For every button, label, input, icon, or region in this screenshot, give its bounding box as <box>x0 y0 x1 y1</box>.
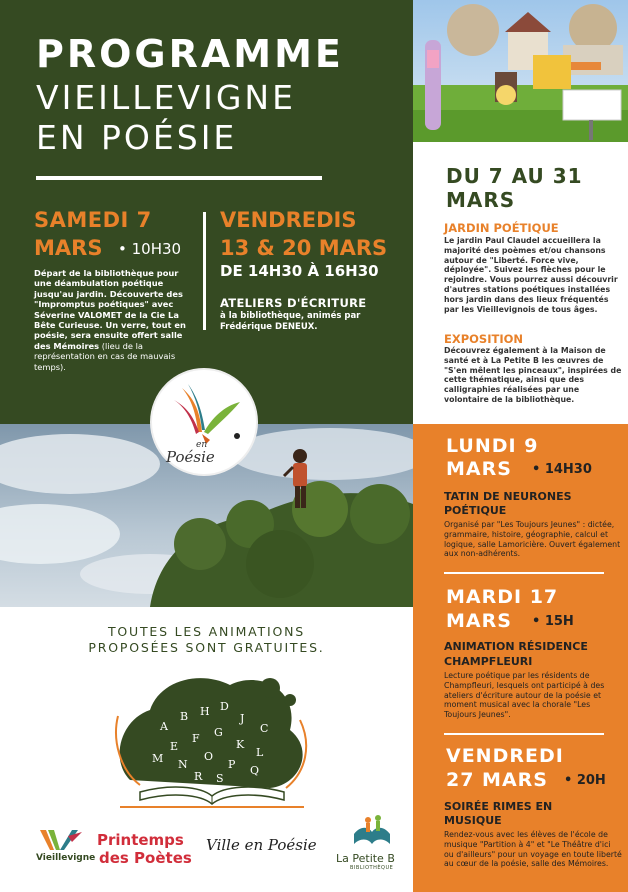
svg-text:R: R <box>194 770 203 783</box>
title-divider <box>36 176 322 180</box>
svg-text:J: J <box>240 712 245 725</box>
event-mardi-time: • 15H <box>532 614 574 629</box>
event-mardi-title2: CHAMPFLEURI <box>444 655 533 668</box>
svg-text:H: H <box>200 705 210 718</box>
title-vieillevigne: VIEILLEVIGNE <box>36 78 296 117</box>
exposition-text: Découvrez également à la Maison de santé et à La Petite B les œuvres de "S'en mêlent les pinceaux", inspirées de cette thématique, ainsi que des calligraphies réalisées par une volontaire de la bibliothèque. <box>444 346 622 404</box>
svg-text:P: P <box>228 758 236 771</box>
event-lundi-title2: POÉTIQUE <box>444 504 507 517</box>
la-petite-b-text: La Petite B <box>336 852 395 865</box>
event-vendredi-title2: MUSIQUE <box>444 814 502 827</box>
event-vendredi-month: 27 MARS <box>446 769 548 791</box>
period-line2: MARS <box>446 188 516 212</box>
event-vendredi-time: • 20H <box>564 773 606 788</box>
event-mardi-day: MARDI 17 <box>446 586 559 608</box>
svg-text:G: G <box>214 726 223 739</box>
event-mardi-title1: ANIMATION RÉSIDENCE <box>444 640 588 653</box>
svg-text:L: L <box>256 746 264 759</box>
vendredis-ateliers: ATELIERS D'ÉCRITURE <box>220 296 367 310</box>
book-letters-illustration <box>100 660 324 812</box>
event-lundi-title1: TATIN DE NEURONES <box>444 490 572 503</box>
samedi-day: SAMEDI 7 <box>34 208 152 232</box>
samedi-time: • 10H30 <box>118 240 182 258</box>
event-lundi-time: • 14H30 <box>532 462 592 477</box>
event-mardi-text: Lecture poétique par les résidents de Champfleuri, lesquels ont participé à des ateliers d'écriture autour de la poésie et moment musical avec la chorale "Les Toujours Jeunes". <box>444 671 605 720</box>
svg-text:O: O <box>204 750 214 763</box>
open-book-icon <box>100 660 324 812</box>
event-lundi-month: MARS <box>446 458 512 480</box>
event-lundi-day: LUNDI 9 <box>446 435 539 457</box>
printemps-logo-line2: des Poètes <box>99 849 192 867</box>
svg-text:C: C <box>260 722 269 735</box>
exposition-heading: EXPOSITION <box>444 332 524 346</box>
event-vendredi-title1: SOIRÉE RIMES EN <box>444 800 553 813</box>
event-mardi-month: MARS <box>446 610 512 632</box>
printemps-logo-line1: Printemps <box>97 831 184 849</box>
samedi-desc-main: Départ de la bibliothèque pour une déambulation poétique jusqu'au jardin. Découverte des "Impromptus poétiques" avec Séverine VALOMET de la Cie La Bête Curieuse. Un verre, tout en poésie, sera ensuite offert salle des Mémoires <box>34 268 186 351</box>
vieillevigne-logo-text: Vieillevigne <box>36 853 96 863</box>
event-divider <box>444 733 604 735</box>
ville-en-poesie-logo: Ville en Poésie <box>206 836 317 854</box>
vendredis-day: VENDREDIS <box>220 208 357 232</box>
event-vendredi-day: VENDREDI <box>446 745 564 767</box>
svg-text:D: D <box>220 700 229 713</box>
event-divider <box>444 572 604 574</box>
logo-poesie: Poésie <box>166 448 215 466</box>
svg-text:S: S <box>216 772 224 785</box>
svg-text:Q: Q <box>250 764 260 777</box>
playground-illustration <box>413 0 628 142</box>
vendredis-dates: 13 & 20 MARS <box>220 236 388 260</box>
svg-text:B: B <box>180 710 189 723</box>
period-line1: DU 7 AU 31 <box>446 164 583 188</box>
vendredis-time: DE 14H30 À 16H30 <box>220 262 379 280</box>
samedi-description <box>34 268 189 372</box>
column-divider <box>203 212 206 330</box>
playground-photo <box>413 0 628 142</box>
event-lundi-text: Organisé par "Les Toujours Jeunes" : dictée, grammaire, histoire, géographie, calcul et logique, salle Lamoricière. Ouvert également aux non-adhérents. <box>444 520 621 559</box>
svg-text:K: K <box>236 738 245 751</box>
jardin-text: Le jardin Paul Claudel accueillera la majorité des poèmes et/ou chansons autour de "Liberté. Force vive, déployée". Suivez les flèches pour le rejoindre. Vous pourrez aussi découvrir d'autres stations poétiques installées hors jardin dans des lieux fréquentés par les Vieillevignois de tous âges. <box>444 236 618 314</box>
svg-text:A: A <box>160 720 168 733</box>
event-vendredi-text: Rendez-vous avec les élèves de l'école de musique "Partition à 4" et "Le Théâtre d'ici ou d'ailleurs" pour un voyage en toute liberté au cœur de la poésie, salle des Mémoires. <box>444 830 622 869</box>
samedi-month: MARS <box>34 236 103 260</box>
title-programme: PROGRAMME <box>36 32 344 76</box>
la-petite-b-subtext: BIBLIOTHÈQUE <box>350 865 394 871</box>
svg-text:F: F <box>192 732 200 745</box>
jardin-heading: JARDIN POÉTIQUE <box>444 221 559 235</box>
en-poesie-logo <box>152 370 256 474</box>
svg-text:E: E <box>170 740 179 753</box>
svg-text:N: N <box>178 758 188 771</box>
samedi-desc-note: (lieu de la représentation en cas de mauvais temps). <box>34 340 176 372</box>
vieillevigne-logo-icon <box>38 828 86 852</box>
title-en-poesie: EN POÉSIE <box>36 118 238 157</box>
svg-text:M: M <box>152 752 164 765</box>
la-petite-b-logo <box>350 814 394 854</box>
la-petite-b-logo-icon <box>350 814 394 850</box>
vendredis-description: à la bibliothèque, animés par Frédérique DENEUX. <box>220 311 361 332</box>
free-line2: PROPOSÉES SONT GRATUITES. <box>88 640 325 655</box>
vieillevigne-logo <box>38 828 86 856</box>
free-line1: TOUTES LES ANIMATIONS <box>107 624 306 639</box>
logo-en: en <box>196 440 208 450</box>
